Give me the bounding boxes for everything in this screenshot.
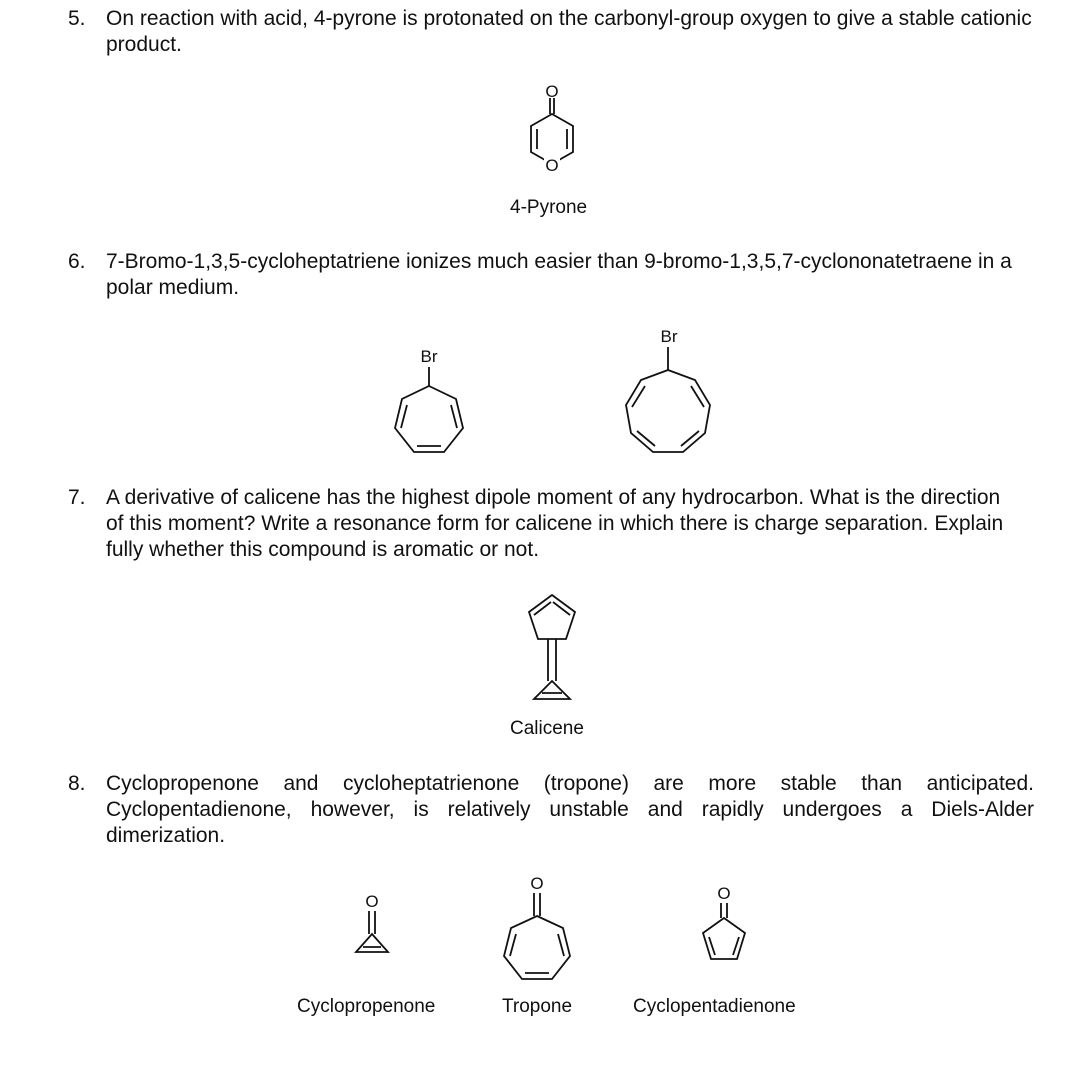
ring-double-bond (510, 934, 516, 956)
ring-double-bond (534, 602, 551, 615)
bromocycloheptatriene-structure (385, 345, 475, 460)
ring-double-bond (451, 405, 457, 428)
bromocyclononatetraene-structure (612, 325, 722, 460)
ring-double-bond (691, 386, 704, 407)
question-text: On reaction with acid, 4-pyrone is protonated on the carbonyl-group oxygen to give a stable cationic product. (106, 7, 1032, 56)
cyclopropene-ring (534, 681, 570, 699)
molecule-caption: Cyclopentadienone (633, 996, 796, 1017)
question-text: 7-Bromo-1,3,5-cycloheptatriene ionizes much easier than 9-bromo-1,3,5,7-cyclononatetraene in a polar medium. (106, 250, 1012, 299)
ring-double-bond (681, 431, 699, 446)
4-pyrone-structure (515, 80, 585, 190)
molecule-caption: Calicene (510, 718, 584, 739)
question-text: A derivative of calicene has the highest dipole moment of any hydrocarbon. What is the direction of this moment? Write a resonance form for calicene in which there is charge separation. Explain fully whether this compound is aromatic or not. (106, 486, 1004, 561)
bromine-label: Br (420, 347, 438, 366)
cyclopropenone-structure (345, 890, 400, 970)
cyclopentadienone-structure (693, 882, 758, 972)
question-text: Cyclopropenone and cycloheptatrienone (tropone) are more stable than anticipated. Cyclopentadienone, however, is relatively unstable and rapidly undergoes a Diels-Alder dimerization. (106, 772, 1034, 847)
question-number: 8. (68, 772, 86, 795)
cyclopropenone-ring (356, 934, 388, 952)
ring-double-bond (637, 431, 655, 446)
oxygen-label: O (545, 156, 559, 175)
question-number: 5. (68, 7, 86, 30)
molecule-caption: Tropone (502, 996, 573, 1017)
oxygen-label: O (717, 884, 731, 903)
tropone-structure (495, 872, 580, 987)
oxygen-label: O (530, 874, 544, 893)
ring-double-bond (558, 934, 564, 956)
cyclononatetraene-ring (626, 370, 710, 452)
calicene-structure (515, 585, 585, 710)
ring-double-bond (709, 937, 715, 955)
question-number: 6. (68, 250, 86, 273)
molecule-caption: Cyclopropenone (297, 996, 436, 1017)
ring-double-bond (553, 602, 570, 615)
ring-double-bond (401, 405, 407, 428)
oxygen-label: O (365, 892, 379, 911)
bromine-label: Br (660, 327, 678, 346)
tropone-ring (504, 916, 570, 979)
molecule-caption: 4-Pyrone (510, 197, 588, 218)
cycloheptatriene-ring (395, 386, 463, 452)
question-number: 7. (68, 486, 86, 509)
ring-double-bond (733, 937, 739, 955)
cyclopentadiene-ring (529, 595, 575, 639)
oxygen-label: O (545, 82, 559, 101)
ring-double-bond (632, 386, 645, 407)
